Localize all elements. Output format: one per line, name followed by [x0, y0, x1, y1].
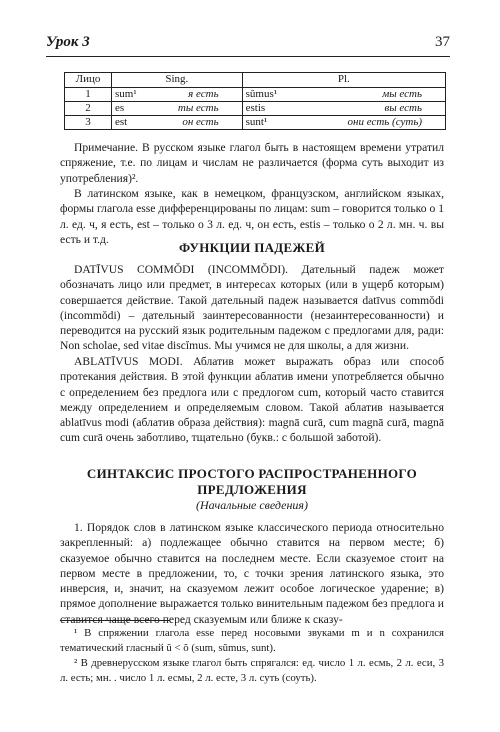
dativus-paragraph: DATĪVUS COMMŎDI (INCOMMŎDI). Дательный падеж может обозначать лицо или предмет, в интересах которых (или в ущерб которым) совершается действие. Такой дательный падеж называется datīvus commŏdi (incommŏdi) – дательный заинтересованности (незаинтересованности) и переводится на русский язык родительным падежом с предлогами для, ради: Non scholae, sed vitae discĭmus. Мы учимся не для школы, а для жизни. [60, 263, 444, 353]
sing-translation: он есть [182, 116, 219, 128]
note-paragraph: Примечание. В русском языке глагол быть в настоящем времени утратил спряжение, т.е. по лицам и числам не различается (форма суть выходит из употребления)². [60, 141, 444, 185]
table-row [65, 88, 446, 102]
pl-cell [242, 102, 445, 116]
pl-form: sunt¹ [245, 116, 268, 128]
running-header [46, 34, 450, 57]
footnote-2: ² В древнерусском языке глагол быть спрягался: ед. число 1 л. есмь, 2 л. еси, 3 л. есть; мн. . число 1 л. есмы, 2 л. есте, 3 л. суть (соуть). [60, 657, 444, 684]
pl-cell [242, 88, 445, 102]
syntax-paragraph: 1. Порядок слов в латинском языке классического периода относительно закрепленный: а) подлежащее обычно ставится на первом месте; б) сказуемое обычно ставится на последнем месте. Если сказуемое стоит на первом месте в предложении, то, с точки зрения латинского языка, это инверсия, и, значит, на сказуемом лежит особое логическое ударение; в) прямое дополнение выражается только винительным падежом без предлога и ставится чаще всего перед сказуемым или ближе к сказу- [60, 521, 444, 626]
latin-esse-paragraph: В латинском языке, как в немецком, французском, английском языках, формы глагола esse дифференцированы по лицам: sum – говорится только о 1 л. ед. ч, я есть, est – только о 3 л. ед. ч, он есть, estis – только о 2 л. мн. ч. вы есть и т.д. [60, 187, 444, 246]
sing-cell [112, 88, 243, 102]
ablativus-paragraph: ABLATĪVUS MODI. Аблатив может выражать образ или способ протекания действия. В этой функции аблатив имени употребляется обычно с определением без предлога или с предлогом cum, который часто ставится между определением и определяемым словом. Такой аблатив называется ablatīvus modi (аблатив образа действия): magnā curā, cum magnā curā, magnā cum curā очень заботливо, тщательно (букв.: с большой заботой). [60, 355, 444, 445]
sing-cell [112, 116, 243, 130]
section-subtitle: (Начальные сведения) [196, 498, 308, 512]
pl-form: sŭmus¹ [245, 88, 278, 100]
table-header-row [65, 73, 446, 88]
pl-translation: мы есть [382, 88, 422, 100]
footnote-1: ¹ В спряжении глагола esse перед носовыми звуками m и n сохранился тематический гласный ŭ < ŏ (sum, sŭmus, sunt). [60, 627, 444, 654]
pl-translation: они есть (суть) [347, 116, 422, 128]
sing-translation: ты есть [177, 102, 219, 114]
sing-form: sum¹ [115, 88, 137, 100]
section-title-syntax-line1: СИНТАКСИС ПРОСТОГО РАСПРОСТРАНЕННОГО [86, 466, 418, 481]
table-row [65, 102, 446, 116]
pl-cell [242, 116, 445, 130]
table-row [65, 116, 446, 130]
conjugation-table [64, 72, 446, 130]
person-number: 3 [65, 116, 112, 130]
sing-translation: я есть [188, 88, 219, 100]
col-person-header: Лицо [65, 73, 112, 88]
pl-form: estis [245, 102, 266, 114]
person-number: 2 [65, 102, 112, 116]
section-title-syntax-line2: ПРЕДЛОЖЕНИЯ [197, 482, 307, 497]
col-pl-header: Pl. [242, 73, 445, 88]
lesson-title: Урок 3 [46, 34, 90, 50]
pl-translation: вы есть [384, 102, 422, 114]
col-sing-header: Sing. [112, 73, 243, 88]
page-number: 37 [435, 34, 450, 50]
sing-form: es [115, 102, 125, 114]
section-title-cases: ФУНКЦИИ ПАДЕЖЕЙ [178, 240, 326, 255]
footnote-divider [60, 620, 170, 621]
sing-form: est [115, 116, 128, 128]
person-number: 1 [65, 88, 112, 102]
sing-cell [112, 102, 243, 116]
